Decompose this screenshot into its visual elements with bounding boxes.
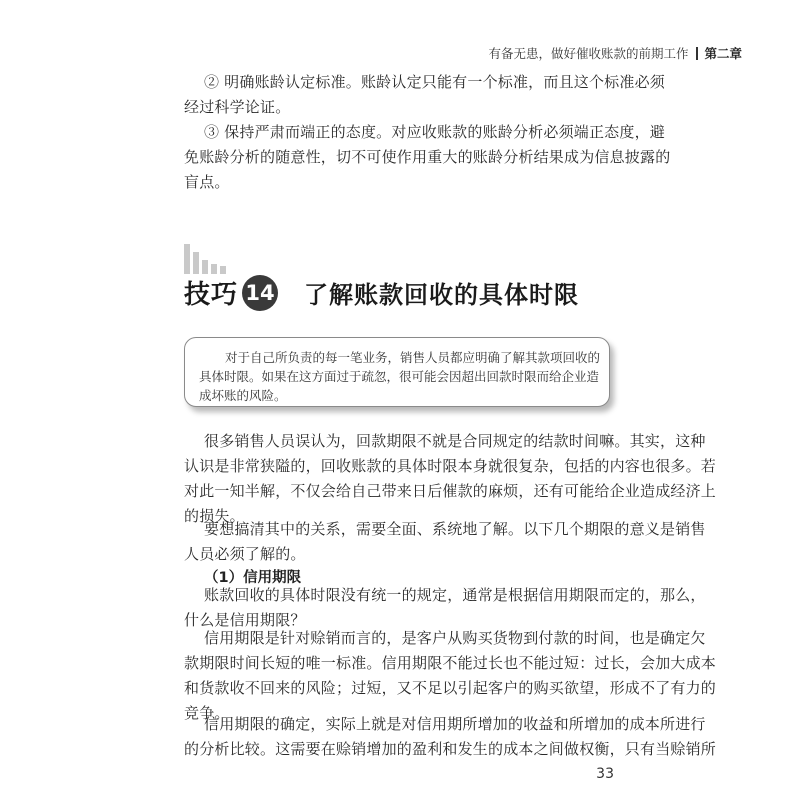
paragraph-standard (184, 70, 665, 120)
text-line: 人员必须了解的。 (184, 545, 306, 563)
text-line: 信用期限是针对赊销而言的，是客户从购买货物到付款的时间，也是确定欠 (204, 629, 706, 647)
paragraph-relations (184, 517, 706, 567)
tip-label: 技巧 (184, 280, 239, 310)
running-header (380, 44, 742, 62)
text-line: ③ 保持严肃而端正的态度。对应收账款的账龄分析必须端正态度，避 (204, 123, 665, 141)
text-line: ② 明确账龄认定标准。账龄认定只能有一个标准，而且这个标准必须 (204, 73, 665, 91)
paragraph-credit-definition (184, 626, 717, 726)
running-title: 有备无患，做好催收账款的前期工作 (488, 46, 689, 61)
page-number: 33 (596, 766, 614, 782)
callout-line: 具体时限。如果在这方面过于疏忽，很可能会因超出回款时限而给企业造 (199, 369, 600, 384)
text-line: 免账龄分析的随意性，切不可使作用重大的账龄分析结果成为信息披露的 (184, 148, 671, 166)
callout-line: 成坏账的风险。 (199, 388, 287, 403)
text-line: 认识是非常狭隘的，回收账款的具体时限本身就很复杂，包括的内容也很多。若 (184, 457, 717, 475)
section-subheading: （1）信用期限 (204, 570, 302, 586)
text-line: 什么是信用期限？ (184, 611, 306, 629)
summary-callout (184, 337, 610, 407)
header-divider (696, 47, 698, 60)
tip-heading: 了解账款回收的具体时限 (304, 281, 580, 309)
text-line: 经过科学论证。 (184, 98, 291, 116)
callout-line: 对于自己所负责的每一笔业务，销售人员都应明确了解其款项回收的 (225, 350, 601, 365)
tip-number-badge: 14 (242, 275, 278, 311)
text-line: 和货款收不回来的风险；过短，又不足以引起客户的购买欲望，形成不了有力的 (184, 679, 717, 697)
text-line: 对此一知半解，不仅会给自己带来日后催款的麻烦，还有可能给企业造成经济上 (184, 482, 717, 500)
text-line: 的分析比较。这需要在赊销增加的盈利和发生的成本之间做权衡，只有当赊销所 (184, 740, 717, 758)
text-line: 要想搞清其中的关系，需要全面、系统地了解。以下几个期限的意义是销售 (204, 520, 706, 538)
paragraph-attitude (184, 120, 671, 195)
text-line: 的损失。 (184, 507, 245, 525)
text-line: 信用期限的确定，实际上就是对信用期所增加的收益和所增加的成本所进行 (204, 715, 706, 733)
paragraph-credit-determination (184, 712, 717, 762)
chapter-label: 第二章 (704, 46, 742, 61)
tip-title (184, 274, 579, 314)
text-line: 很多销售人员误认为，回款期限不就是合同规定的结款时间嘛。其实，这种 (204, 432, 706, 450)
text-line: 竞争。 (184, 704, 230, 722)
decorative-bars-icon (184, 244, 234, 274)
text-line: 盲点。 (184, 173, 230, 191)
text-line: 账款回收的具体时限没有统一的规定，通常是根据信用期限而定的，那么， (204, 586, 706, 604)
text-line: 款期限时间长短的唯一标准。信用期限不能过长也不能过短：过长，会加大成本 (184, 654, 717, 672)
